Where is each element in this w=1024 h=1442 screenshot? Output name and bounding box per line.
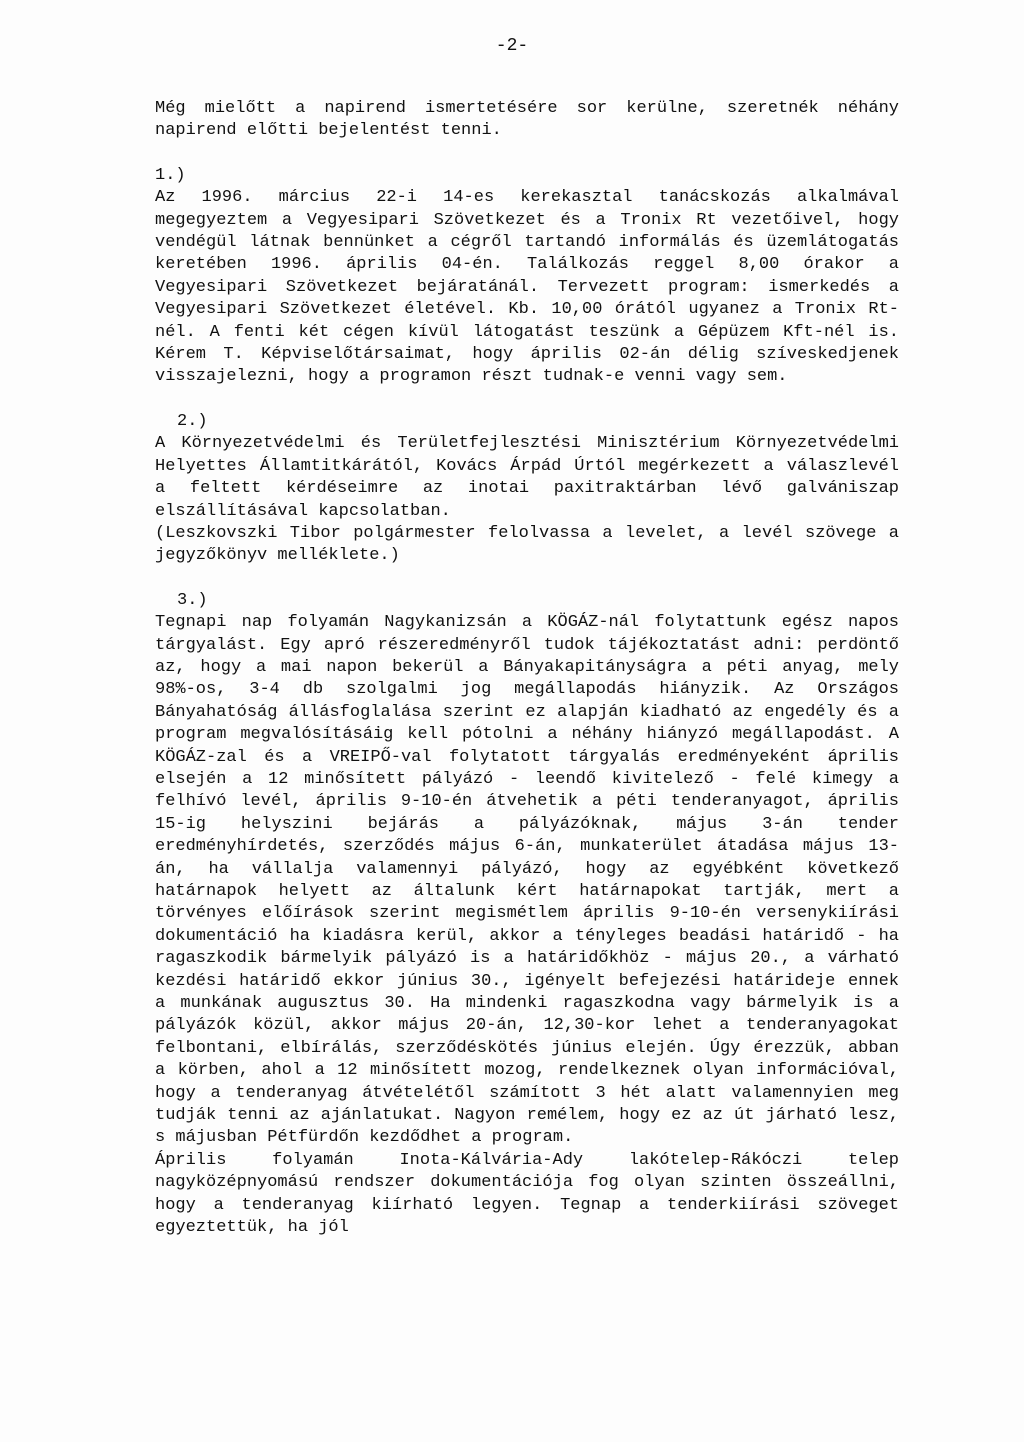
item-1-marker: 1.) [155,165,186,185]
intro-paragraph: Még mielőtt a napirend ismertetésére sor kerülne, szeretnék néhány napirend előtti bejelentést tenni. [155,99,899,141]
document-body [155,98,899,1240]
page-number: -2- [495,36,529,56]
item-2-marker: 2.) [177,411,208,431]
paragraph-gap [155,568,899,590]
item-2-paragraph: A Környezetvédelmi és Területfejlesztési Minisztérium Környezetvédelmi Helyettes Államtitkárától, Kovács Árpád Úrtól megérkezett a válaszlevél a feltett kérdéseimre az inotai paxitraktárban lévő galvániszap elszállításával kapcsolatban. [155,434,899,521]
paragraph-gap [155,143,899,165]
item-3-paragraph-continued: Április folyamán Inota-Kálvária-Ady lakótelep-Rákóczi telep nagyközépnyomású rendszer dokumentációja fog olyan szinten összeállni, hogy a tenderanyag kiírható legyen. Tegnap a tenderkiírási szöveget egyeztettük, ha jól [155,1150,899,1238]
item-2-note: (Leszkovszki Tibor polgármester felolvassa a levelet, a levél szövege a jegyzőkönyv melléklete.) [155,523,899,566]
item-1-paragraph: Az 1996. március 22-i 14-es kerekasztal tanácskozás alkalmával megegyeztem a Vegyesipari Szövetkezet és a Tronix Rt vezetőivel, hogy vendégül látnak bennünket a cégről tartandó informálás és üzemlátogatás keretében 1996. április 04-én. Találkozás reggel 8,00 órakor a Vegyesipari Szövetkezet bejáratánál. Tervezett program: ismerkedés a Vegyesipari Szövetkezet életével. Kb. 10,00 órától ugyanez a Tronix Rt-nél. A fenti két cégen kívül látogatást teszünk a Gépüzem Kft-nél is. Kérem T. Képviselőtársaimat, hogy április 02-án délig szíveskedjenek visszajelezni, hogy a programon részt tudnak-e venni vagy sem. [155,188,899,387]
paragraph-gap [155,389,899,411]
item-3-marker: 3.) [177,590,208,610]
item-3-paragraph: Tegnapi nap folyamán Nagykanizsán a KÖGÁZ-nál folytattunk egész napos tárgyalást. Egy apró részeredményről tudok tájékoztatást adni: perdöntő az, hogy a mai napon bekerül a Bányakapitányságra a péti anyag, mely 98%-os, 3-4 db szolgalmi jog megállapodás hiányzik. Az Országos Bányahatóság állásfoglalása szerint ez alapján kiadható az engedély és a program megvalósításáig kell pótolni a néhány hiányzó megállapodást. A KÖGÁZ-zal és a VREIPŐ-val folytatott tárgyalás eredményeként április elsején a 12 minősített pályázó - leendő kivitelező - felé kimegy a felhívó levél, április 9-10-én átvehetik a péti tenderanyagot, április 15-ig helyszini bejárás a pályázóknak, május 3-án tender eredményhírdetés, szerződés május 6-án, munkaterület átadása május 13-án, ha vállalja valamennyi pályázó, hogy az egyébként következő határnapok helyett az általunk kért határnapokat tartják, mert a törvényes előírások szerint megismétlem április 9-10-én versenykiírási dokumentáció ha kiadásra kerül, akkor a tényleges beadási határidő - ha ragaszkodik bármelyik pályázó is a határidőkhöz - május 20., a várható kezdési határidő ekkor június 30., igényelt befejezési határideje ennek a munkának augusztus 30. Ha mindenki ragaszkodna vagy bármelyik is a pályázók közül, akkor május 20-án, 12,30-kor lehet a tenderanyagokat felbontani, elbírálás, szerződéskötés június elején. Úgy érezzük, abban a körben, ahol a 12 minősített mozog, rendelkeznek olyan információval, hogy a tenderanyag átvételétől számított 3 hét alatt valamennyien meg tudják tenni az ajánlatukat. Nagyon remélem, hogy ez az út járható lesz, s májusban Pétfürdőn kezdődhet a program. [155,613,899,1148]
